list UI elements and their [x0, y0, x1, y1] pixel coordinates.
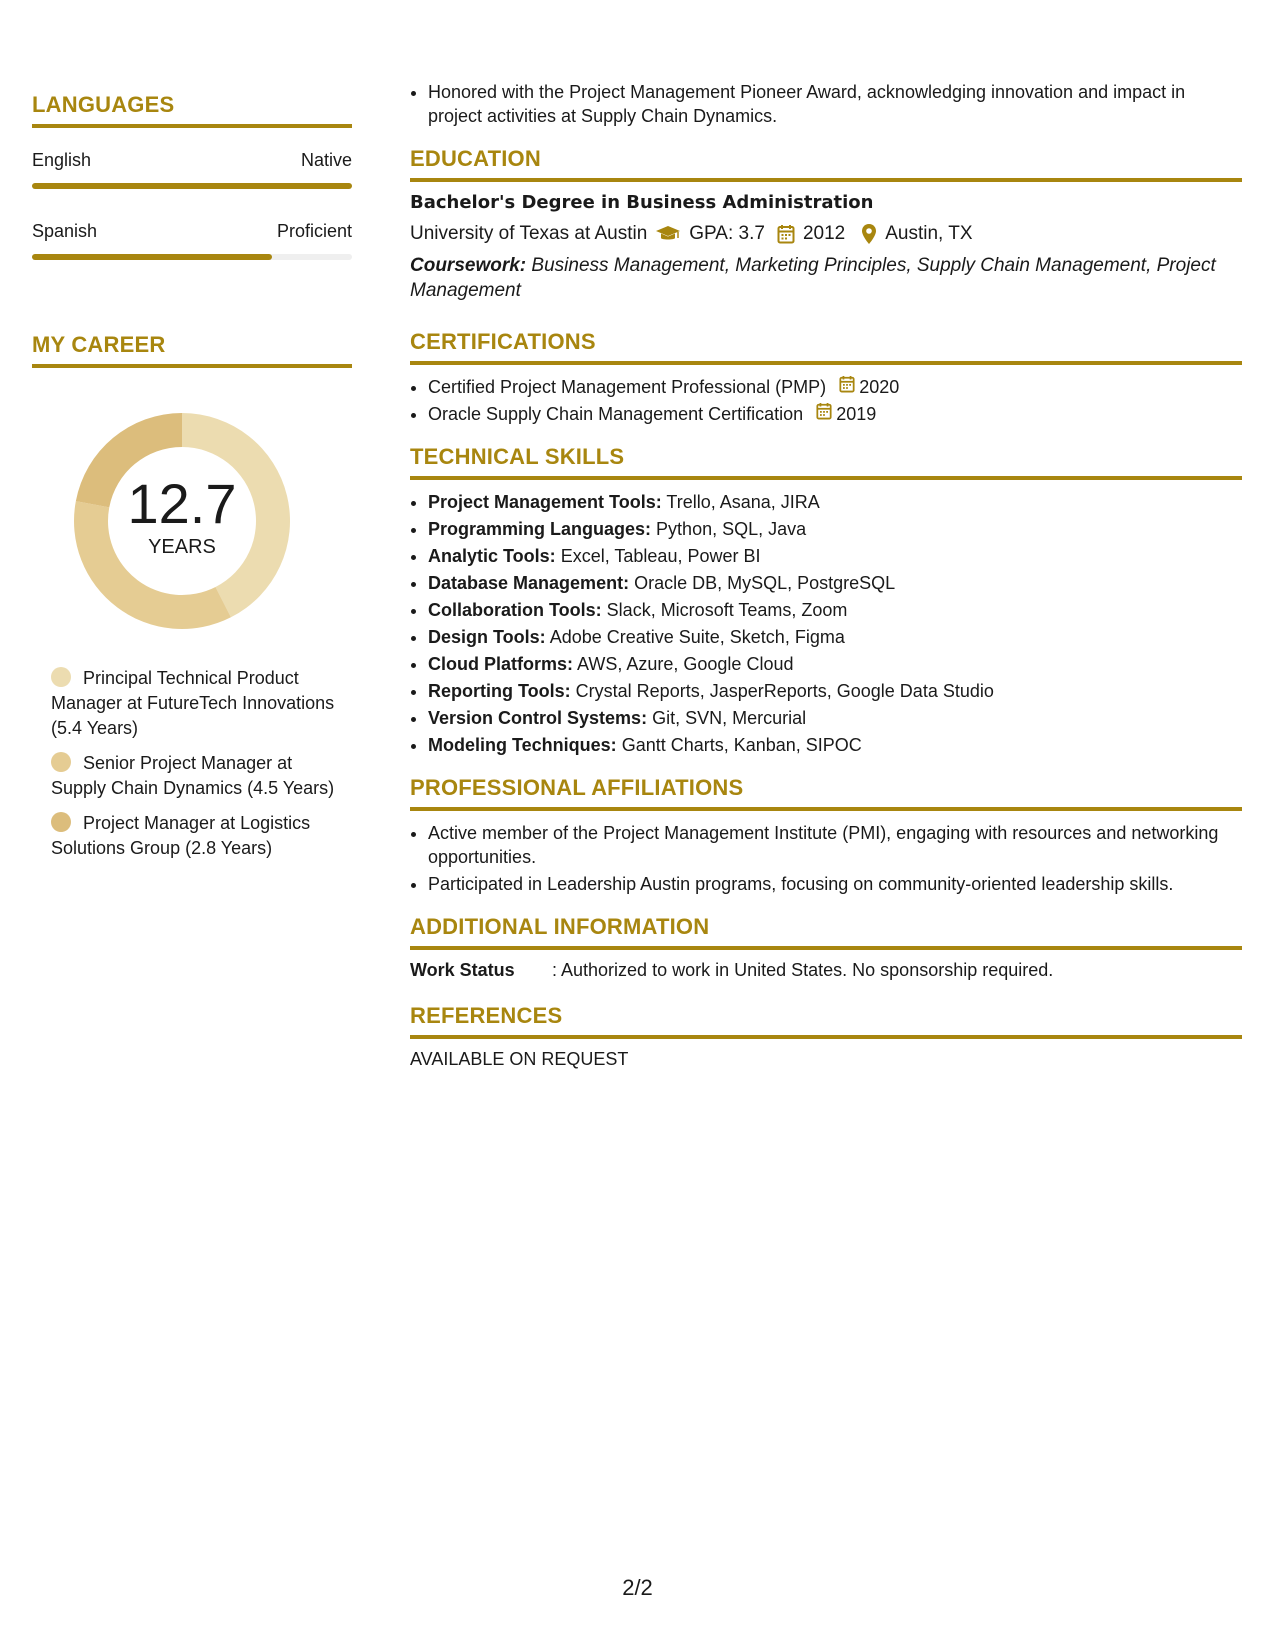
work-status-row [410, 960, 1242, 981]
skill-label: Collaboration Tools: [428, 600, 602, 621]
skill-label: Reporting Tools: [428, 681, 571, 702]
skill-value: Git, SVN, Mercurial [652, 708, 807, 729]
language-item [32, 150, 352, 189]
career-title: MY CAREER [32, 332, 352, 368]
skill-value: Slack, Microsoft Teams, Zoom [606, 600, 848, 621]
list-item [428, 517, 1242, 541]
list-item: • Participated in Leadership Austin programs, focusing on community-oriented leadership skills. [428, 872, 1242, 896]
skill-value: Python, SQL, Java [656, 519, 807, 540]
career-legend [32, 666, 352, 861]
list-item [428, 679, 1242, 703]
work-status-key: Work Status [410, 960, 515, 981]
calendar-icon [839, 375, 855, 399]
language-name: Spanish [32, 221, 98, 241]
certification-name: Oracle Supply Chain Management Certification [428, 404, 804, 425]
certifications-title: CERTIFICATIONS [410, 329, 1242, 365]
additional-info-title: ADDITIONAL INFORMATION [410, 914, 1242, 950]
sidebar [32, 92, 352, 871]
skill-value: AWS, Azure, Google Cloud [577, 654, 794, 675]
page-number: 2/2 [622, 1575, 653, 1600]
list-item [428, 706, 1242, 730]
languages-title: LANGUAGES [32, 92, 352, 128]
references-text: AVAILABLE ON REQUEST [410, 1049, 629, 1070]
school: University of Texas at Austin [410, 223, 648, 244]
education-title: EDUCATION [410, 146, 1242, 182]
skill-value: Excel, Tableau, Power BI [560, 546, 761, 567]
list-item [428, 544, 1242, 568]
skill-label: Project Management Tools: [428, 492, 662, 513]
list-item [428, 625, 1242, 649]
list-item [428, 733, 1242, 757]
language-bar [32, 183, 352, 189]
career-legend-label: Senior Project Manager at Supply Chain Dynamics (4.5 Years) [51, 753, 335, 798]
skill-label: Modeling Techniques: [428, 735, 617, 756]
career-legend-label: Project Manager at Logistics Solutions Group (2.8 Years) [51, 813, 311, 858]
career-total-value: 12.7 [127, 472, 237, 535]
skills-title: TECHNICAL SKILLS [410, 444, 1242, 480]
skill-value: Trello, Asana, JIRA [666, 492, 820, 513]
experience-bullets [410, 80, 1242, 128]
affiliations-list [410, 821, 1242, 896]
education-year: 2012 [802, 223, 846, 244]
skill-label: Analytic Tools: [428, 546, 556, 567]
list-item [428, 490, 1242, 514]
coursework-label: Coursework: [410, 255, 527, 277]
language-bar [32, 254, 352, 260]
list-item [428, 375, 1242, 399]
education-details [410, 223, 1242, 245]
references-title: REFERENCES [410, 1003, 1242, 1039]
skill-value: Oracle DB, MySQL, PostgreSQL [634, 573, 896, 594]
language-bar-fill [32, 254, 272, 260]
calendar-icon [816, 402, 832, 426]
career-legend-item [32, 666, 352, 741]
language-name: English [32, 150, 92, 170]
list-item: • Active member of the Project Management Institute (PMI), engaging with resources and networking opportunities. [428, 821, 1242, 869]
skill-label: Design Tools: [428, 627, 546, 648]
skill-label: Database Management: [428, 573, 630, 594]
language-item [32, 221, 352, 260]
career-donut [67, 406, 297, 636]
skill-label: Version Control Systems: [428, 708, 648, 729]
legend-dot [51, 752, 71, 772]
skill-label: Cloud Platforms: [428, 654, 574, 675]
list-item: • Honored with the Project Management Pioneer Award, acknowledging innovation and impact in project activities at Supply Chain Dynamics. [428, 80, 1242, 128]
legend-dot [51, 812, 71, 832]
education-location: Austin, TX [885, 223, 973, 244]
list-item [428, 571, 1242, 595]
skill-value: Gantt Charts, Kanban, SIPOC [621, 735, 862, 756]
graduation-cap-icon [655, 223, 681, 245]
legend-dot [51, 667, 71, 687]
gpa: GPA: 3.7 [689, 223, 765, 244]
certifications-list [410, 375, 1242, 426]
coursework [410, 253, 1242, 303]
language-level: Native [300, 150, 352, 170]
certification-year: 2019 [836, 404, 877, 425]
affiliations-title: PROFESSIONAL AFFILIATIONS [410, 775, 1242, 811]
main-content [410, 80, 1242, 1070]
calendar-icon [777, 223, 795, 245]
language-level: Proficient [276, 221, 352, 241]
career-legend-item [32, 811, 352, 861]
list-item [428, 598, 1242, 622]
career-legend-label: Principal Technical Product Manager at FutureTech Innovations (5.4 Years) [51, 668, 335, 738]
degree: Bachelor's Degree in Business Administration [410, 192, 874, 213]
skill-value: Crystal Reports, JasperReports, Google Data Studio [575, 681, 994, 702]
skill-value: Adobe Creative Suite, Sketch, Figma [549, 627, 845, 648]
skills-list [410, 490, 1242, 757]
language-bar-fill [32, 183, 352, 189]
skill-label: Programming Languages: [428, 519, 652, 540]
coursework-text: Business Management, Marketing Principles, Supply Chain Management, Project Management [410, 255, 1216, 302]
career-legend-item [32, 751, 352, 801]
work-status-value: : Authorized to work in United States. No sponsorship required. [552, 960, 1054, 981]
list-item [428, 402, 1242, 426]
certification-name: Certified Project Management Professional (PMP) [428, 377, 827, 398]
list-item [428, 652, 1242, 676]
map-pin-icon [861, 223, 877, 245]
certification-year: 2020 [859, 377, 900, 398]
career-total-unit: YEARS [148, 536, 216, 558]
